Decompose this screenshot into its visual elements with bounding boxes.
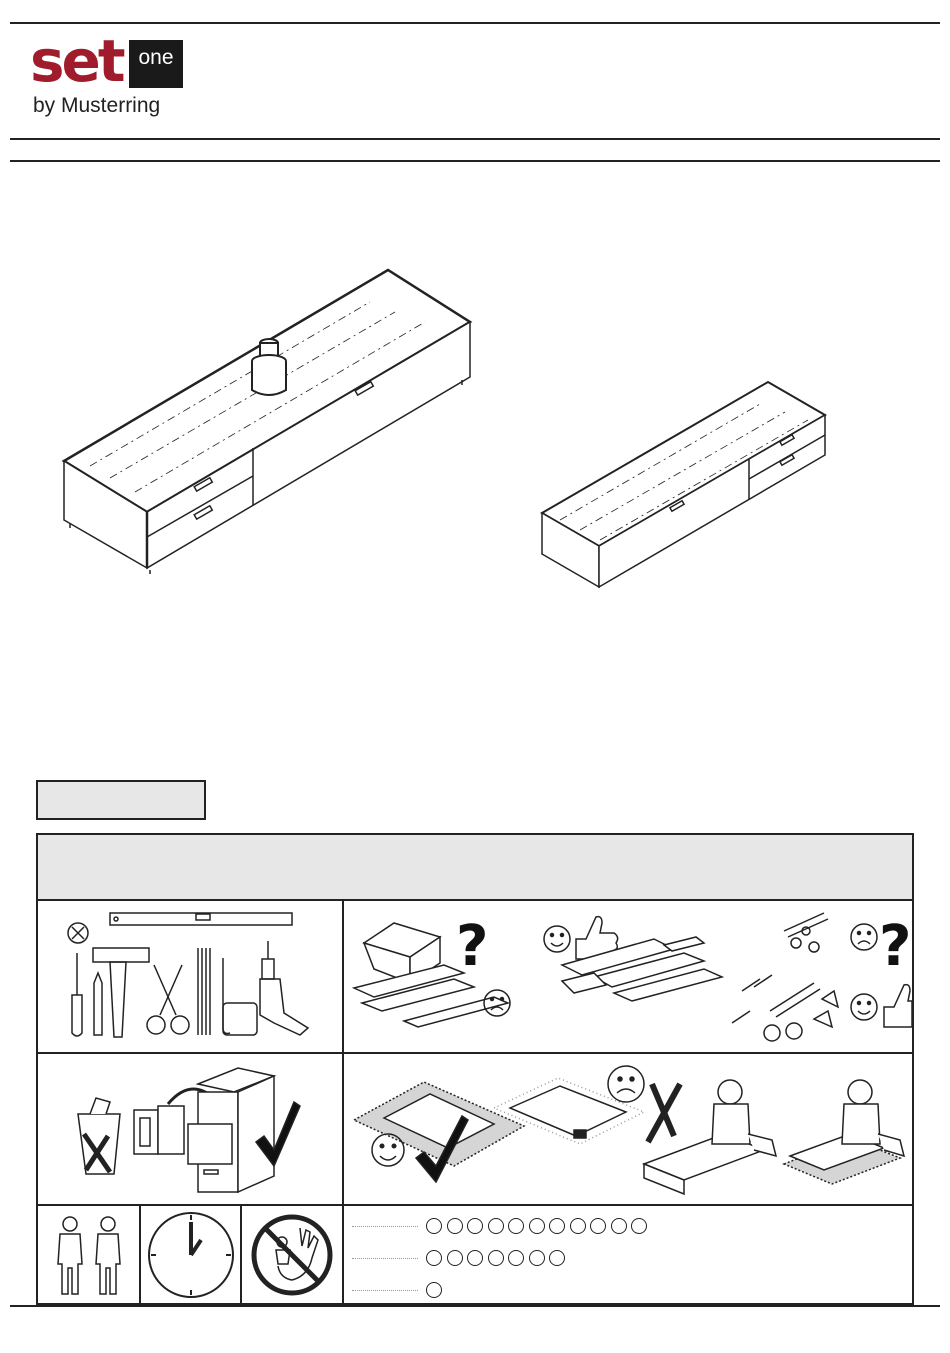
header-rule-1 — [10, 138, 940, 140]
rating-circle — [426, 1250, 442, 1266]
rating-circle — [549, 1218, 565, 1234]
logo-set-text: set — [30, 27, 123, 95]
rating-circle — [426, 1282, 442, 1298]
boards-icon — [562, 937, 722, 1001]
sad-face-icon — [608, 1066, 644, 1102]
happy-face-icon — [372, 1134, 404, 1166]
rating-circle — [488, 1250, 504, 1266]
pencil-icon — [94, 973, 102, 1035]
rating-circle — [570, 1218, 586, 1234]
logo-one-badge: one — [129, 40, 183, 88]
rating-circle — [447, 1250, 463, 1266]
rating-circle — [508, 1250, 524, 1266]
person-icon — [96, 1217, 120, 1294]
time-rating-row — [352, 1215, 652, 1237]
rating-circle — [529, 1250, 545, 1266]
tools-panel — [38, 903, 340, 1052]
rating-circle — [467, 1218, 483, 1234]
top-rule — [10, 22, 940, 24]
rating-circle — [611, 1218, 627, 1234]
cross-icon — [648, 1084, 680, 1142]
hardware-icon — [784, 913, 828, 952]
hard-floor-icon — [494, 1078, 644, 1144]
sad-face-icon — [851, 924, 877, 950]
rating-label-line — [352, 1258, 418, 1259]
bottom-rule — [10, 1305, 940, 1307]
rating-circle — [426, 1218, 442, 1234]
parts-check-panel — [344, 903, 912, 1052]
section-label-box — [36, 780, 206, 820]
screwdriver-icon — [72, 953, 82, 1036]
tape-icon — [223, 1003, 257, 1035]
no-children-panel — [242, 1206, 342, 1305]
screws-icon — [732, 975, 838, 1041]
large-sideboard — [64, 270, 470, 574]
instructions-header — [38, 835, 912, 901]
rating-circle — [467, 1250, 483, 1266]
rating-circle — [631, 1218, 647, 1234]
product-illustration — [0, 230, 950, 610]
rating-circle — [590, 1218, 606, 1234]
booklet-icon — [134, 1106, 184, 1154]
assembly-instructions-grid — [36, 833, 914, 1305]
worker-damaged-icon — [644, 1080, 776, 1194]
question-mark-icon: ? — [879, 914, 912, 979]
two-persons-panel — [38, 1206, 139, 1305]
scissors-icon — [147, 965, 189, 1034]
happy-face-icon — [851, 994, 877, 1020]
brand-logo — [30, 27, 190, 122]
no-children-icon — [242, 1206, 342, 1305]
hook-tool-icon — [223, 958, 230, 1033]
drill-icon — [260, 941, 308, 1035]
rating-label-line — [352, 1226, 418, 1227]
rug-icon — [354, 1082, 524, 1166]
keep-instructions-panel — [38, 1054, 340, 1204]
clock-icon — [141, 1206, 240, 1305]
time-rating-row — [352, 1247, 570, 1269]
header-rule-2 — [10, 160, 940, 162]
file-cabinet-icon — [188, 1068, 274, 1192]
soft-surface-panel — [344, 1054, 912, 1204]
worker-careful-icon — [784, 1080, 904, 1184]
rating-circle — [508, 1218, 524, 1234]
question-mark-icon: ? — [456, 914, 489, 979]
time-ratings-panel — [344, 1206, 912, 1305]
rating-circle — [488, 1218, 504, 1234]
rating-label-line — [352, 1290, 418, 1291]
small-sideboard — [542, 382, 825, 587]
rating-circle — [447, 1218, 463, 1234]
logo-subtitle: by Musterring — [33, 94, 161, 117]
not-allowed-icon — [68, 923, 88, 943]
spirit-level-icon — [110, 913, 292, 925]
rating-circle — [529, 1218, 545, 1234]
time-panel — [141, 1206, 240, 1305]
happy-face-icon — [544, 926, 570, 952]
time-rating-row — [352, 1279, 447, 1301]
thumbs-up-icon — [884, 985, 912, 1027]
person-icon — [58, 1217, 82, 1294]
rating-circle — [549, 1250, 565, 1266]
allen-keys-icon — [198, 948, 210, 1035]
